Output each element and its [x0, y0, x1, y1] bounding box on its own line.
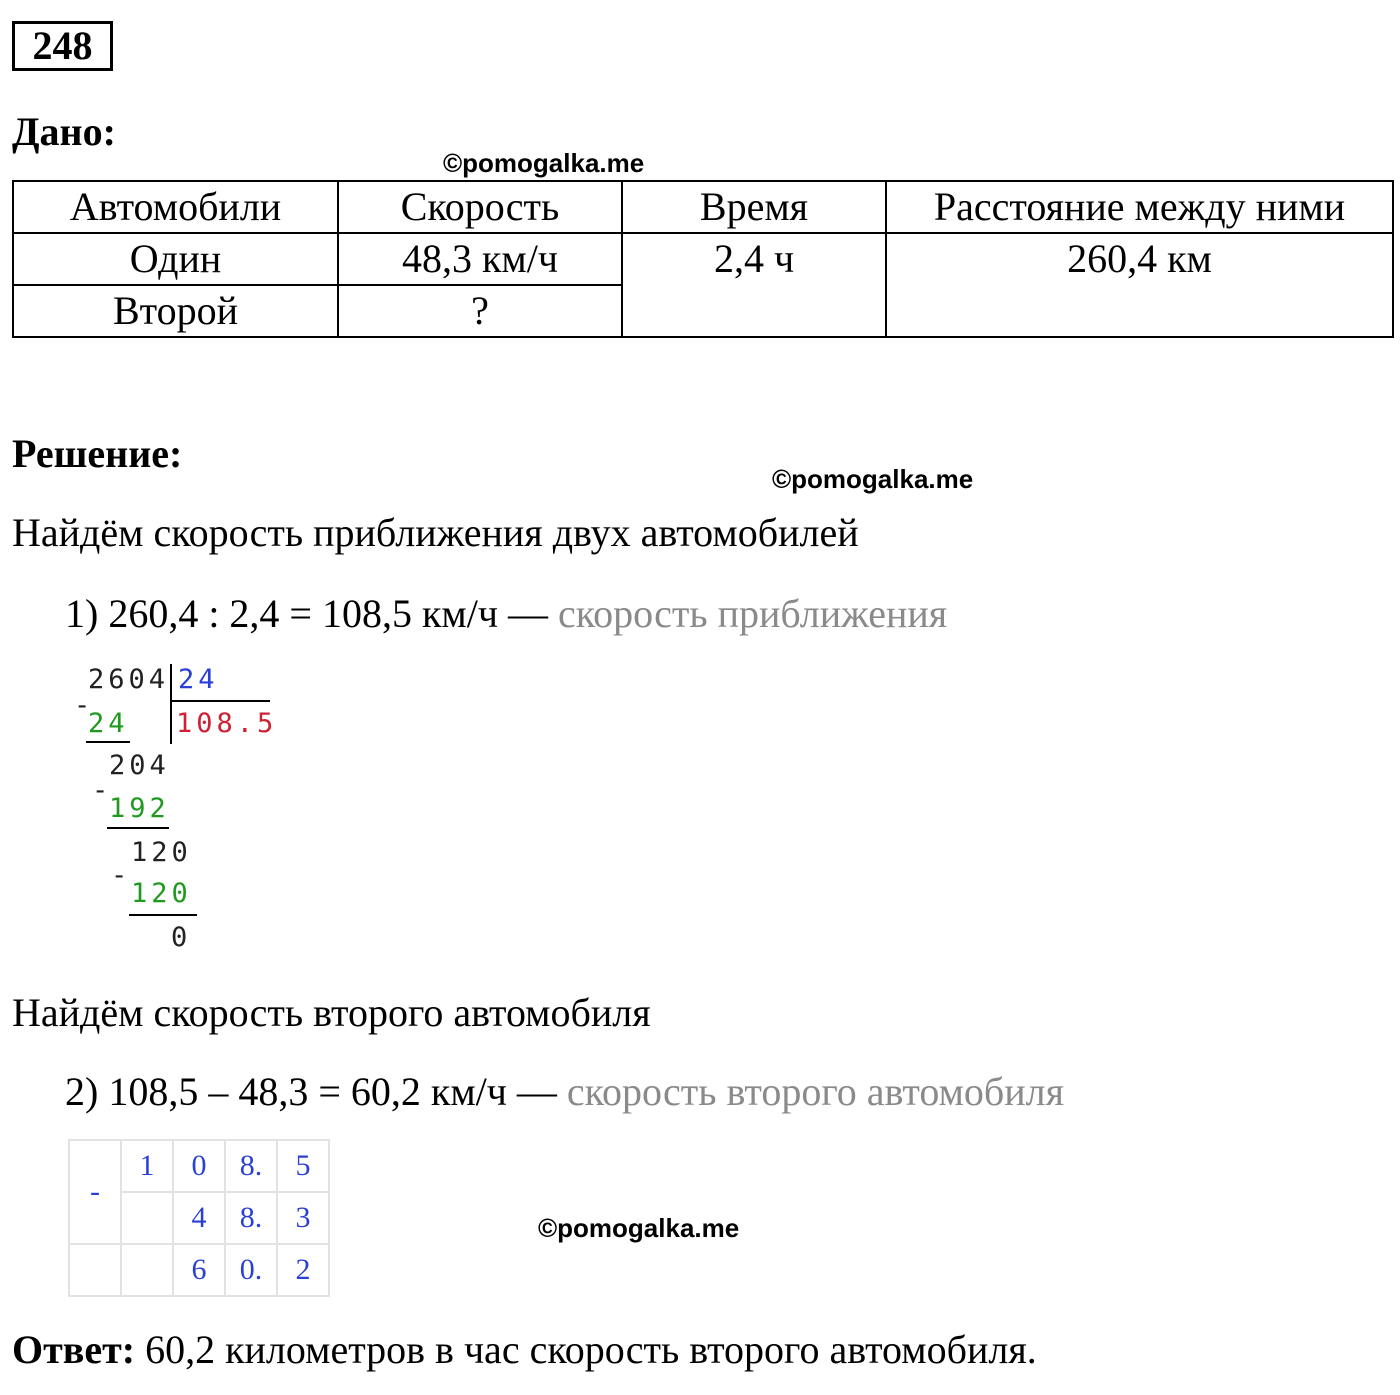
- digit-cell: 0.: [225, 1244, 277, 1296]
- digit-cell: 2: [277, 1244, 329, 1296]
- step2-note: скорость второго автомобиля: [566, 1069, 1065, 1114]
- step1-note: скорость приближения: [557, 591, 948, 636]
- division-underline-3: [129, 914, 197, 916]
- given-table-row-first: [13, 233, 1393, 285]
- division-step-3: 192: [109, 793, 170, 824]
- cell-speed-second: ?: [338, 285, 622, 337]
- division-remainder: 0: [171, 922, 192, 953]
- step1-expression: 1) 260,4 : 2,4 = 108,5 км/ч —: [65, 591, 548, 636]
- division-divisor: 24: [178, 664, 219, 695]
- watermark-top: ©pomogalka.me: [443, 148, 645, 178]
- header-time: Время: [622, 181, 886, 233]
- division-underline-2: [107, 827, 169, 829]
- cell-car-first: Один: [13, 233, 338, 285]
- division-dividend: 2604: [88, 664, 170, 695]
- digit-cell: 3: [277, 1192, 329, 1244]
- division-step-2: 204: [109, 750, 170, 781]
- header-distance: Расстояние между ними: [886, 181, 1393, 233]
- digit-cell: 5: [277, 1140, 329, 1192]
- division-step-5: 120: [131, 878, 192, 909]
- given-heading: Дано:: [12, 109, 116, 154]
- subtraction-row-minuend: [69, 1140, 329, 1192]
- cell-distance: 260,4 км: [886, 233, 1393, 337]
- step2-expression: 2) 108,5 – 48,3 = 60,2 км/ч —: [65, 1069, 557, 1114]
- division-quotient-bar: [170, 700, 270, 702]
- division-step-1: 24: [88, 708, 129, 739]
- solution-heading: Решение:: [12, 431, 183, 476]
- digit-cell: 4: [173, 1192, 225, 1244]
- answer-text: 60,2 километров в час скорость второго автомобиля.: [145, 1327, 1037, 1372]
- header-cars: Автомобили: [13, 181, 338, 233]
- given-table: [12, 180, 1394, 338]
- header-speed: Скорость: [338, 181, 622, 233]
- answer-label: Ответ:: [12, 1327, 136, 1372]
- digit-cell: 8.: [225, 1192, 277, 1244]
- watermark-middle: ©pomogalka.me: [772, 464, 974, 494]
- digit-cell: 0: [173, 1140, 225, 1192]
- column-subtraction: [68, 1139, 330, 1297]
- digit-cell: [121, 1244, 173, 1296]
- problem-number: 248: [12, 21, 113, 71]
- cell-time: 2,4 ч: [622, 233, 886, 337]
- step2-line: [65, 1068, 1064, 1115]
- subtraction-row-result: [69, 1244, 329, 1296]
- watermark-bottom: ©pomogalka.me: [538, 1213, 740, 1243]
- digit-cell: [121, 1192, 173, 1244]
- cell-speed-first: 48,3 км/ч: [338, 233, 622, 285]
- digit-cell: 6: [173, 1244, 225, 1296]
- digit-cell: 8.: [225, 1140, 277, 1192]
- step1-line: [65, 590, 947, 637]
- step2-intro: Найдём скорость второго автомобиля: [12, 990, 651, 1035]
- division-quotient: 108.5: [176, 708, 278, 739]
- division-vertical-bar: [170, 664, 172, 744]
- division-minus-1: -: [74, 690, 95, 721]
- division-underline-1: [86, 741, 130, 743]
- digit-cell: [69, 1244, 121, 1296]
- subtraction-minus-sign: -: [69, 1140, 121, 1244]
- given-table-header-row: [13, 181, 1393, 233]
- answer-line: [12, 1326, 1037, 1373]
- step1-intro: Найдём скорость приближения двух автомобилей: [12, 510, 859, 555]
- division-minus-3: -: [111, 860, 132, 891]
- division-step-4: 120: [131, 837, 192, 868]
- cell-car-second: Второй: [13, 285, 338, 337]
- division-minus-2: -: [92, 775, 113, 806]
- digit-cell: 1: [121, 1140, 173, 1192]
